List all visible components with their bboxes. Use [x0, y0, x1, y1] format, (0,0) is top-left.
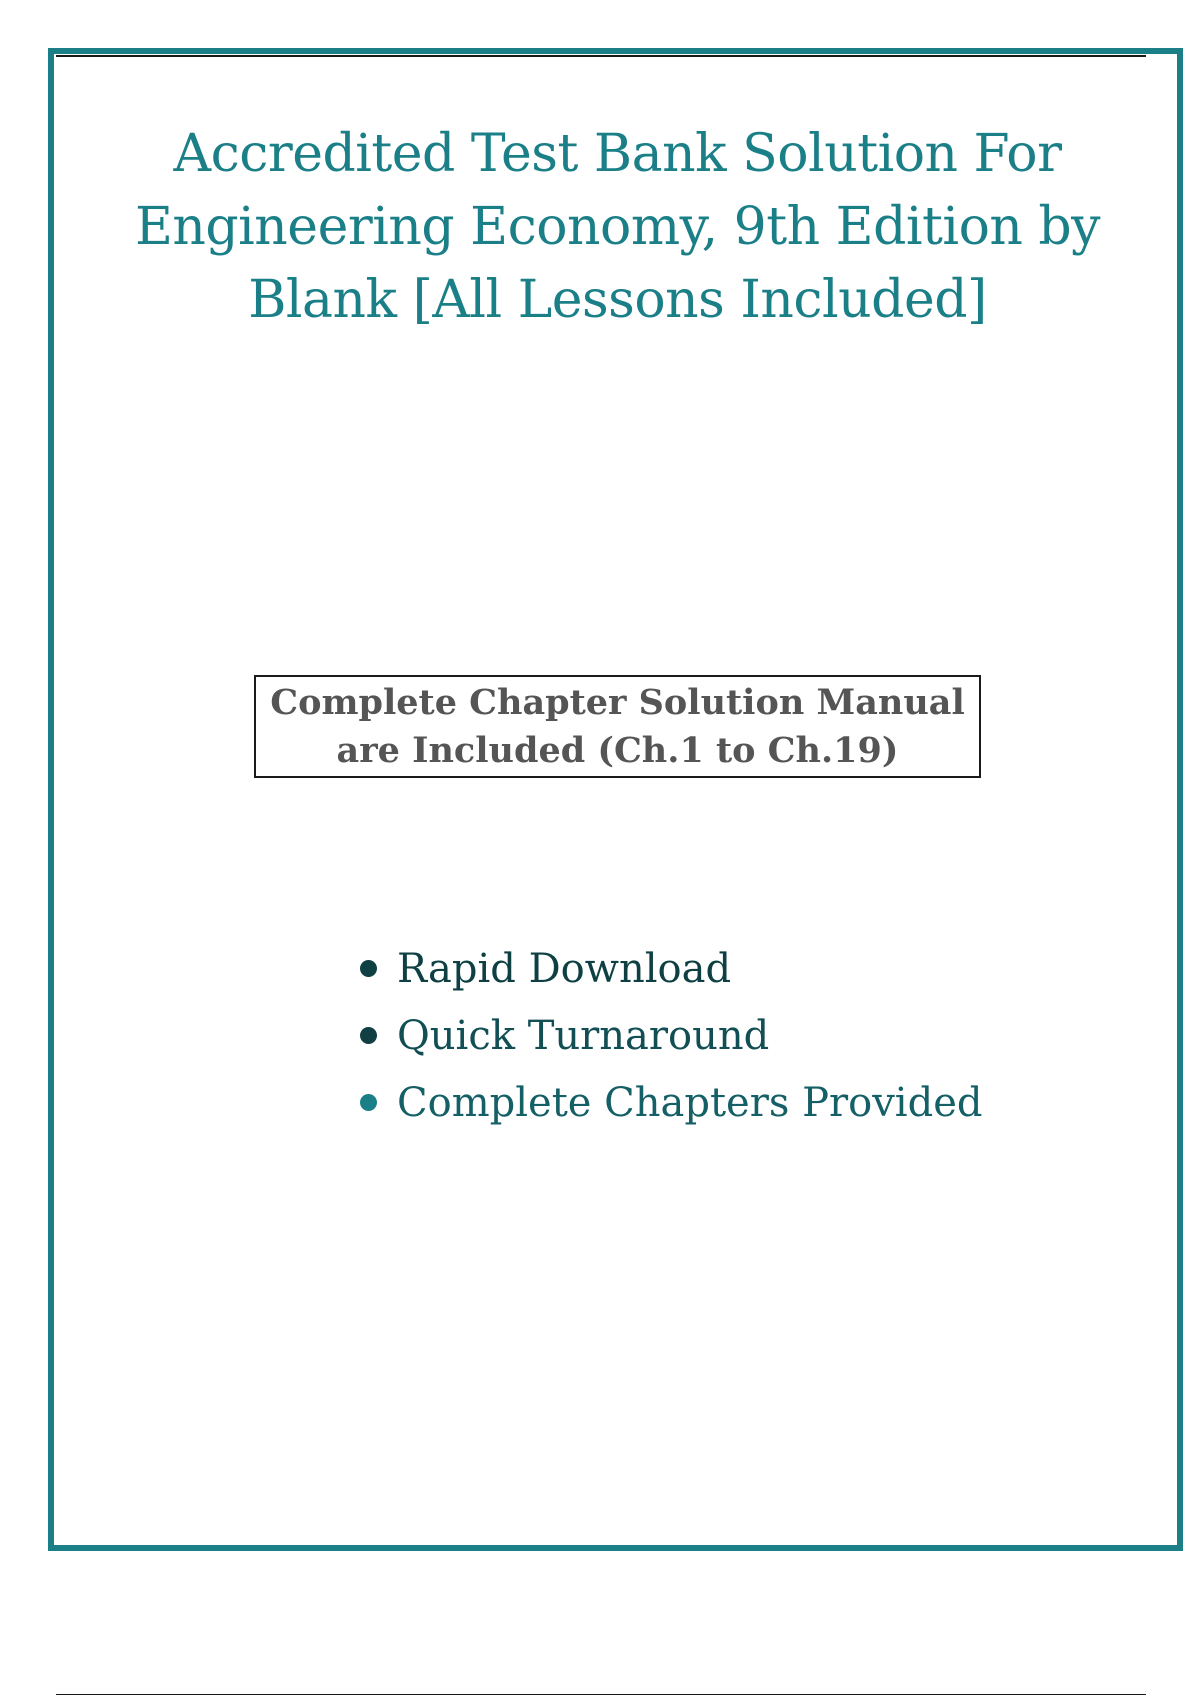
feature-item-quick-turnaround — [360, 1002, 982, 1069]
bullet-icon — [360, 1027, 377, 1044]
bullet-icon — [360, 1094, 377, 1111]
bullet-icon — [360, 960, 377, 977]
feature-label: Quick Turnaround — [397, 1012, 770, 1059]
feature-item-complete-chapters — [360, 1069, 982, 1136]
feature-label: Complete Chapters Provided — [397, 1079, 983, 1126]
chapter-notice-box — [254, 675, 981, 778]
document-title: Accredited Test Bank Solution For Engineering Economy, 9th Edition by Blank [All Lessons Included] — [134, 124, 1101, 330]
notice-line-2: are Included (Ch.1 to Ch.19) — [336, 729, 899, 771]
feature-list — [360, 935, 982, 1136]
feature-item-rapid-download — [360, 935, 982, 1002]
feature-label: Rapid Download — [397, 945, 732, 992]
bottom-rule — [56, 1694, 1146, 1695]
notice-line-1: Complete Chapter Solution Manual — [270, 681, 965, 723]
